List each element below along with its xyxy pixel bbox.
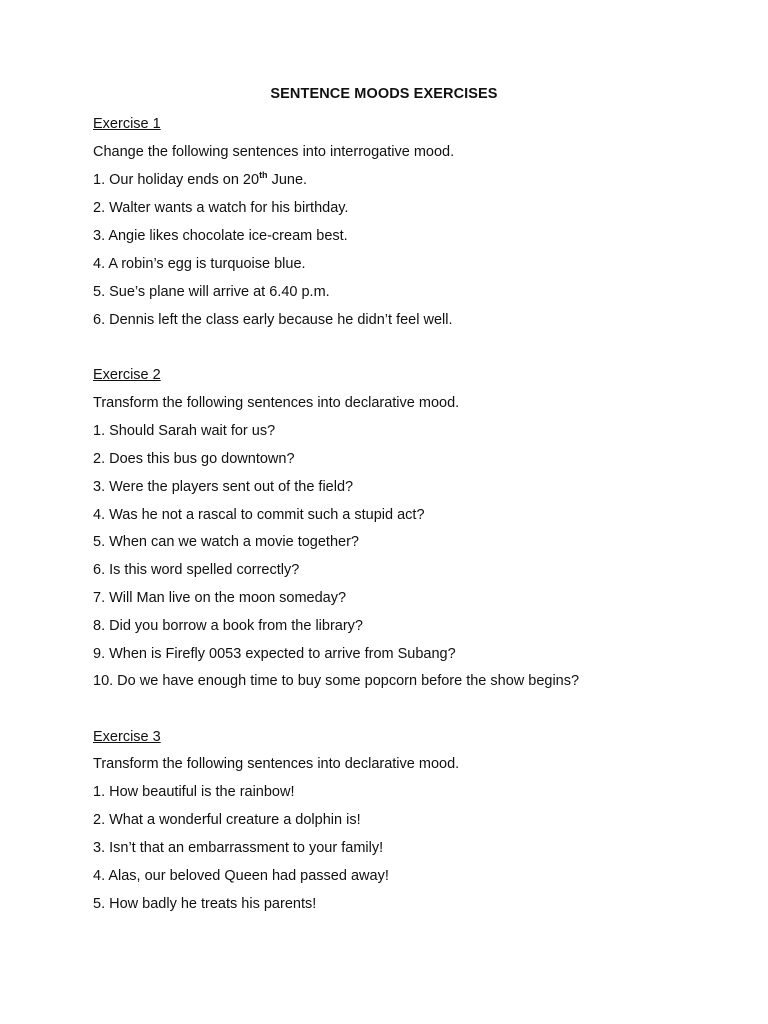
exercise-2-item-1: 1. Should Sarah wait for us? [93,423,276,439]
exercise-2-item-9: 9. When is Firefly 0053 expected to arrive from Subang? [93,646,456,662]
exercise-3-item-1: 1. How beautiful is the rainbow! [93,784,295,800]
exercise-1-item-6: 6. Dennis left the class early because he didn’t feel well. [93,312,453,328]
exercise-3-item-5: 5. How badly he treats his parents! [93,896,317,912]
exercise-3-item-4: 4. Alas, our beloved Queen had passed away! [93,868,389,884]
exercise-3-instruction: Transform the following sentences into declarative mood. [93,756,460,772]
exercise-3-heading: Exercise 3 [93,729,161,745]
ordinal-suffix: th [259,170,268,181]
exercise-1-instruction: Change the following sentences into interrogative mood. [93,144,455,160]
exercise-2-item-8: 8. Did you borrow a book from the library? [93,618,363,634]
document-title: SENTENCE MOODS EXERCISES [270,86,498,102]
exercise-1-heading: Exercise 1 [93,116,161,132]
exercise-2-instruction: Transform the following sentences into declarative mood. [93,395,460,411]
exercise-1-item-1 [93,171,307,189]
exercise-1-item-3: 3. Angie likes chocolate ice-cream best. [93,228,348,244]
item-text-after: June. [267,172,308,188]
exercise-2-item-3: 3. Were the players sent out of the field? [93,479,354,495]
exercise-2-item-5: 5. When can we watch a movie together? [93,534,359,550]
exercise-3-item-3: 3. Isn’t that an embarrassment to your family! [93,840,384,856]
exercise-2-item-7: 7. Will Man live on the moon someday? [93,590,347,606]
exercise-2-item-10: 10. Do we have enough time to buy some popcorn before the show begins? [93,673,580,689]
exercise-2-item-6: 6. Is this word spelled correctly? [93,562,300,578]
exercise-1-item-2: 2. Walter wants a watch for his birthday. [93,200,349,216]
exercise-2-item-4: 4. Was he not a rascal to commit such a stupid act? [93,507,425,523]
exercise-1-item-4: 4. A robin’s egg is turquoise blue. [93,256,306,272]
exercise-3-item-2: 2. What a wonderful creature a dolphin is! [93,812,361,828]
exercise-2-heading: Exercise 2 [93,367,161,383]
exercise-2-item-2: 2. Does this bus go downtown? [93,451,295,467]
exercise-1-item-5: 5. Sue’s plane will arrive at 6.40 p.m. [93,284,330,300]
item-text-before: 1. Our holiday ends on 20 [93,172,260,188]
